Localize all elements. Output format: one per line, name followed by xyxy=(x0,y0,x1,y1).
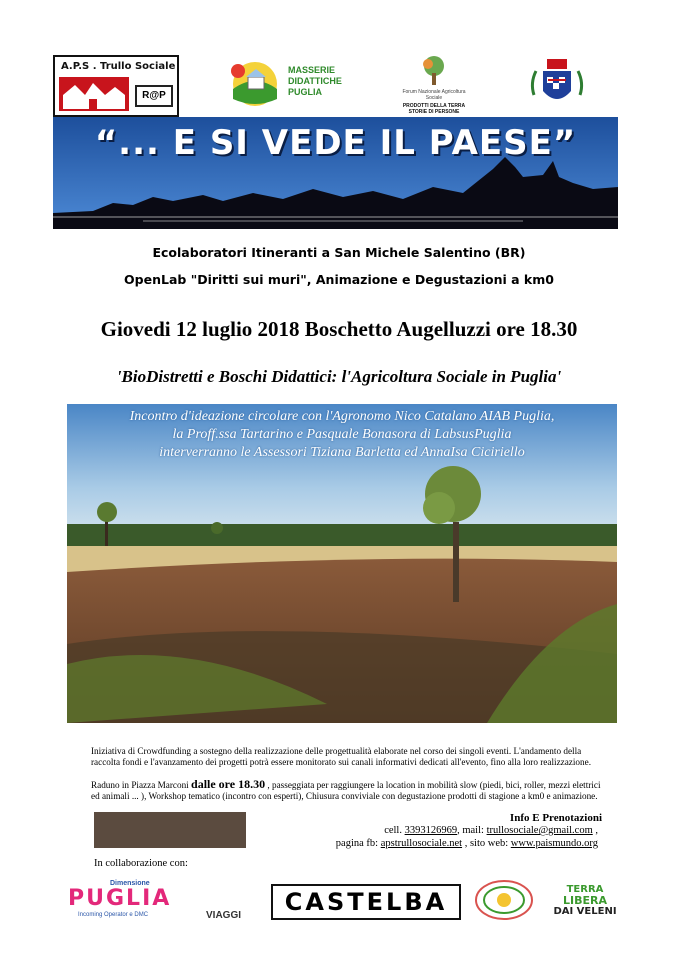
event-topic: 'BioDistretti e Boschi Didattici: l'Agricoltura Sociale in Puglia' xyxy=(116,367,562,386)
dimensione-puglia-logo xyxy=(66,880,262,924)
municipal-crest-logo xyxy=(528,55,586,113)
website-link[interactable]: www.paismundo.org xyxy=(510,838,598,849)
event-banner xyxy=(53,117,618,229)
masserie-name: MASSERIE DIDATTICHE PUGLIA xyxy=(288,65,342,97)
photo-caption-line-1: Incontro d'ideazione circolare con l'Agronomo Nico Catalano AIAB Puglia, xyxy=(129,409,555,424)
phone-link[interactable]: 3393126969 xyxy=(404,825,458,836)
fb-label: pagina fb: xyxy=(335,838,381,849)
subtitle-location: Ecolaboratori Itineranti a San Michele Salentino (BR) xyxy=(152,245,526,260)
contact-line-2 xyxy=(336,838,598,849)
web-label: , sito web: xyxy=(462,838,511,849)
puglia-wordmark: PUGLIA xyxy=(68,886,172,911)
photo-caption-line-3: interverranno le Assessori Tiziana Barletta ed AnnaIsa Ciciriello xyxy=(159,445,525,460)
photo-caption-line-2: la Proff.ssa Tartarino e Pasquale Bonasora di LabsusPuglia xyxy=(172,427,512,442)
trullo-sociale-logo xyxy=(53,55,179,117)
viaggi-wordmark: VIAGGI xyxy=(206,910,242,921)
circular-partner-logo xyxy=(474,879,534,921)
stone-wall-photo xyxy=(94,812,246,848)
collaboration-label: In collaborazione con: xyxy=(94,858,188,869)
banner-title: “... E SI VEDE IL PAESE” xyxy=(94,123,577,163)
meeting-text-a: Raduno in Piazza Marconi xyxy=(91,780,192,790)
subtitle-program: OpenLab "Diritti sui muri", Animazione e Degustazioni a km0 xyxy=(124,272,554,287)
forum-prodotti: PRODOTTI DELLA TERRA STORIE DI PERSONE xyxy=(402,103,466,115)
info-title: Info E Prenotazioni xyxy=(509,812,602,824)
event-date-line: Giovedi 12 luglio 2018 Boschetto Augelluzzi ore 18.30 xyxy=(100,317,578,341)
email-link[interactable]: trullosociale@gmail.com xyxy=(486,825,593,836)
coat-of-arms-icon xyxy=(528,55,586,113)
terra-libera-logo xyxy=(552,884,618,917)
terra-word: TERRA xyxy=(566,884,604,895)
puglia-dimensione-text: Dimensione xyxy=(110,880,150,887)
libera-word: LIBERA xyxy=(563,894,607,907)
puglia-subtitle: Incoming Operator e DMC xyxy=(78,912,149,918)
masserie-didattiche-logo xyxy=(226,55,346,113)
mail-label: , mail: xyxy=(457,825,487,836)
crowdfunding-paragraph: Iniziativa di Crowdfunding a sostegno della realizzazione delle progettualità elaborate nel corso dei singoli eventi. L'andamento della raccolta fondi e l'avanzamento dei progetti potrà essere monitorato sui canali informativi dedicati all'evento, fino alla loro realizzazione. xyxy=(91,746,591,767)
dai-veleni-word: DAI VELENI xyxy=(553,906,617,917)
tree-icon xyxy=(419,55,449,87)
countryside-photo xyxy=(67,404,617,723)
facebook-link[interactable]: apstrullosociale.net xyxy=(380,838,463,849)
rap-mark: R@P xyxy=(135,85,173,107)
cell-label: cell. xyxy=(384,825,405,836)
contact-line-1 xyxy=(384,825,598,836)
forum-name: Forum Nazionale Agricoltura Sociale xyxy=(402,89,466,101)
trullo-sociale-name: A.P.S . Trullo Sociale xyxy=(61,61,176,72)
masserie-emblem-icon xyxy=(226,59,284,109)
round-emblem-icon xyxy=(474,879,534,921)
trullo-house-icon xyxy=(59,77,129,111)
forum-agricoltura-sociale-logo xyxy=(395,55,473,113)
meeting-time: dalle ore 18.30 xyxy=(191,777,266,791)
meeting-paragraph xyxy=(91,779,603,801)
meeting-text-b: , passeggiata per raggiungere la location in mobilità slow (piedi, bici, roller, mezzi elettrici ed animali ... ), Workshop tematico (incontro con esperti), Chiusura conviviale con degustazione prodotti di stagione a km0 e animazione. xyxy=(91,780,601,801)
mail-end: , xyxy=(592,825,598,836)
castelba-logo: CASTELBA xyxy=(271,884,461,920)
